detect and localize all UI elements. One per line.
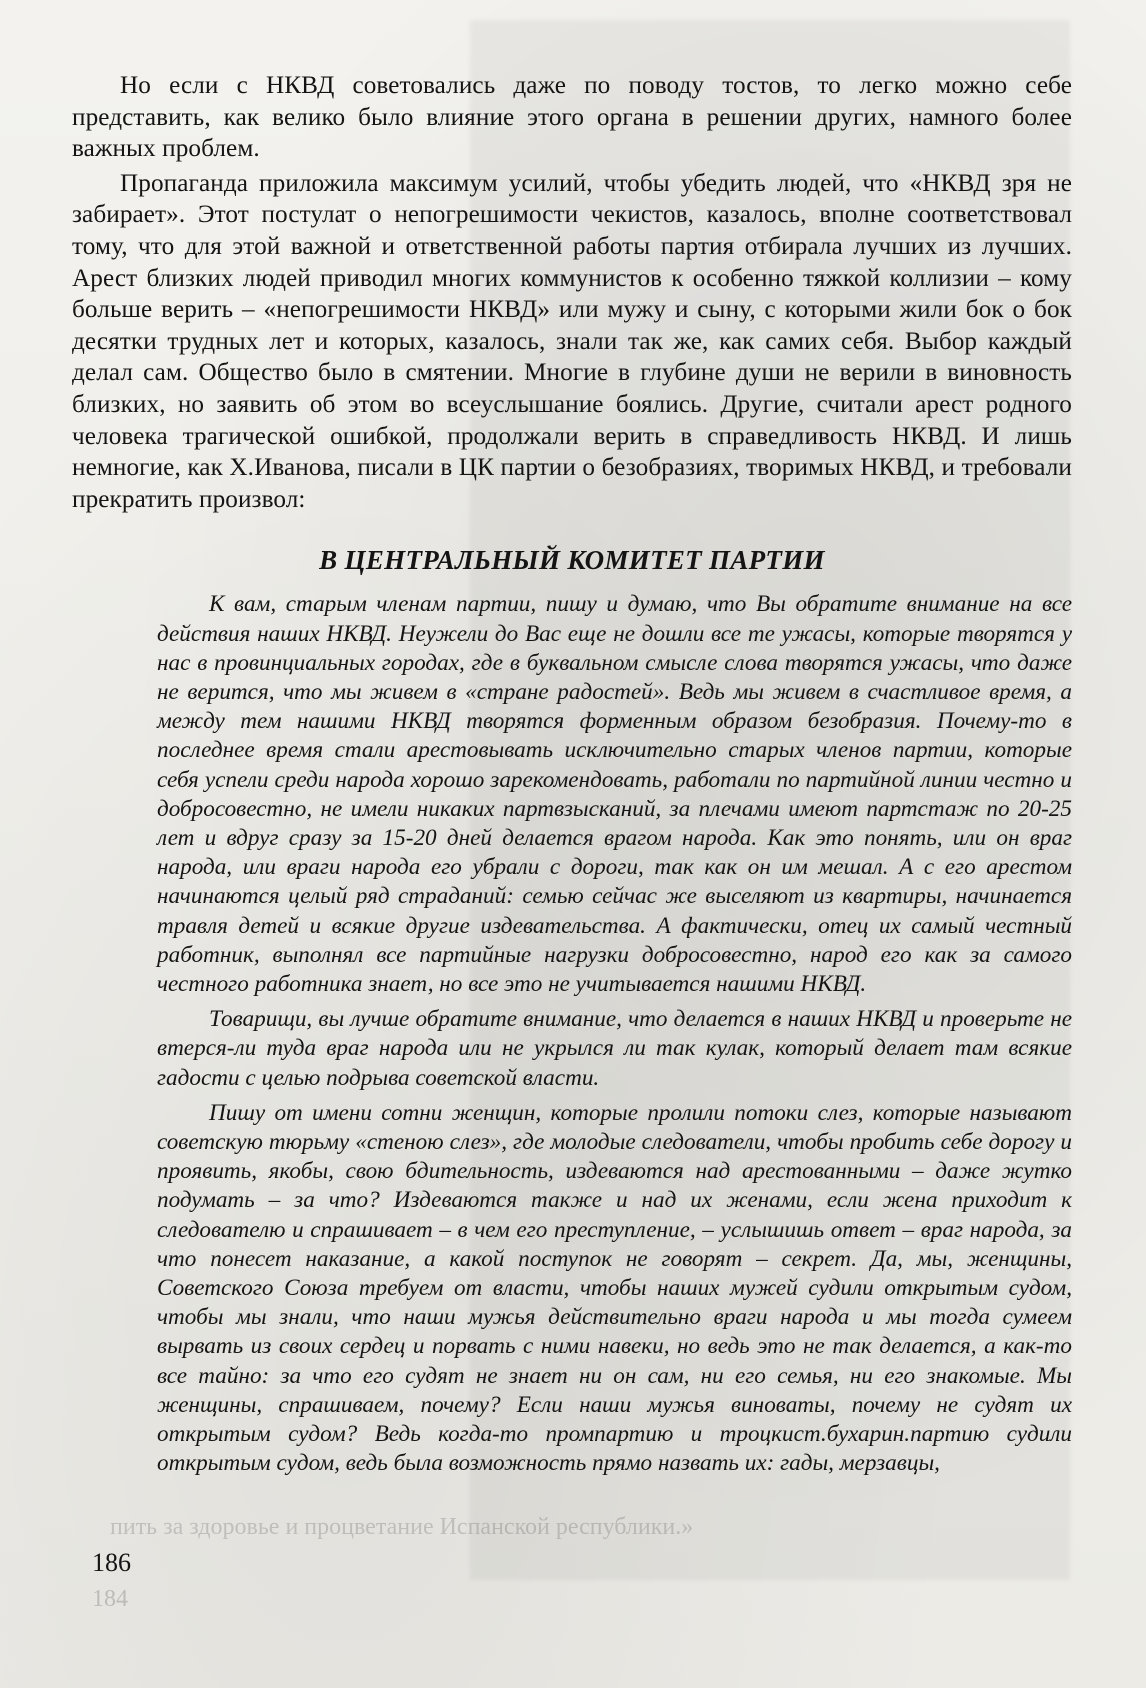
letter-quote — [157, 590, 1072, 1478]
bleed-through-page-number: 184 — [92, 1586, 128, 1612]
page-content — [72, 70, 1072, 1484]
page-number: 186 — [92, 1548, 131, 1577]
bleed-through-line: пить за здоровье и процветание Испанской республики.» — [110, 1514, 694, 1540]
letter-paragraph-1: К вам, старым членам партии, пишу и думаю, что Вы обратите внимание на все действия наших НКВД. Неужели до Вас еще не дошли все те ужасы, которые творятся у нас в провинциальных городах, где в буквальном смысле слова творятся ужасы, что даже не верится, что мы живем в «стране радостей». Ведь мы живем в счастливое время, а между тем нашими НКВД творятся форменным образом безобразия. Почему-то в последнее время стали арестовывать исключительно старых членов партии, которые себя успели среди народа хорошо зарекомендовать, работали по партийной линии честно и добросовестно, не имели никаких партвзысканий, за плечами имеют партстаж по 20-25 лет и вдруг сразу за 15-20 дней делается врагом народа. Как это понять, или он враг народа, или враги народа его убрали с дороги, так как он им мешал. А с его арестом начинаются целый ряд страданий: семью сейчас же выселяют из квартиры, начинается травля детей и всякие другие издевательства. А фактически, отец их самый честный работник, выполнял все партийные нагрузки добросовестно, народ его как за самого честного работника знает, но все это не учитывается нашими НКВД. — [157, 591, 1072, 997]
paragraph-1: Но если с НКВД советовались даже по поводу тостов, то легко можно себе представить, как велико было влияние этого органа в решении других, намного более важных проблем. — [72, 72, 1072, 163]
letter-paragraph-2: Товарищи, вы лучше обратите внимание, что делается в наших НКВД и проверьте не втерся-ли туда враг народа или не укрылся ли так кулак, который делает там всякие гадости с целью подрыва советской власти. — [157, 1006, 1072, 1091]
paragraph-2: Пропаганда приложила максимум усилий, чтобы убедить людей, что «НКВД зря не забирает». Этот постулат о непогрешимости чекистов, казалось, вполне соответствовал тому, что для этой важной и ответственной работы партия отбирала лучших из лучших. Арест близких людей приводил многих коммунистов к особенно тяжкой коллизии – кому больше верить – «непогрешимости НКВД» или мужу и сыну, с которыми жили бок о бок десятки трудных лет и которых, казалось, знали так же, как самих себя. Выбор каждый делал сам. Общество было в смятении. Многие в глубине души не верили в виновность близких, но заявить об этом во всеуслышание боялись. Другие, считали арест родного человека трагической ошибкой, продолжали верить в справедливость НКВД. И лишь немногие, как Х.Иванова, писали в ЦК партии о безобразиях, творимых НКВД, и требовали прекратить произвол: — [72, 169, 1072, 513]
letter-heading: В ЦЕНТРАЛЬНЫЙ КОМИТЕТ ПАРТИИ — [319, 545, 825, 576]
letter-paragraph-3: Пишу от имени сотни женщин, которые пролили потоки слез, которые называют советскую тюрьму «стеною слез», где молодые следователи, чтобы пробить себе дорогу и проявить, якобы, свою бдительность, издеваются над арестованными – даже жутко подумать – за что? Издеваются также и над их женами, если жена приходит к следователю и спрашивает – в чем его преступление, – услышишь ответ – враг народа, за что понесет наказание, а какой поступок не говорят – секрет. Да, мы, женщины, Советского Союза требуем от власти, чтобы наших мужей судили открытым судом, чтобы мы знали, что наши мужья действительно враги народа и мы тогда сумеем вырвать из своих сердец и порвать с ними навеки, но ведь это не так делается, а как-то все тайно: за что его судят не знает ни он сам, ни его семья, ни его знакомые. Мы женщины, спрашиваем, почему? Если наши мужья виноваты, почему не судят их открытым судом? Ведь когда-то промпартию и троцкист.бухарин.партию судили открытым судом, ведь была возможность прямо назвать их: гады, мерзавцы, — [157, 1099, 1072, 1477]
